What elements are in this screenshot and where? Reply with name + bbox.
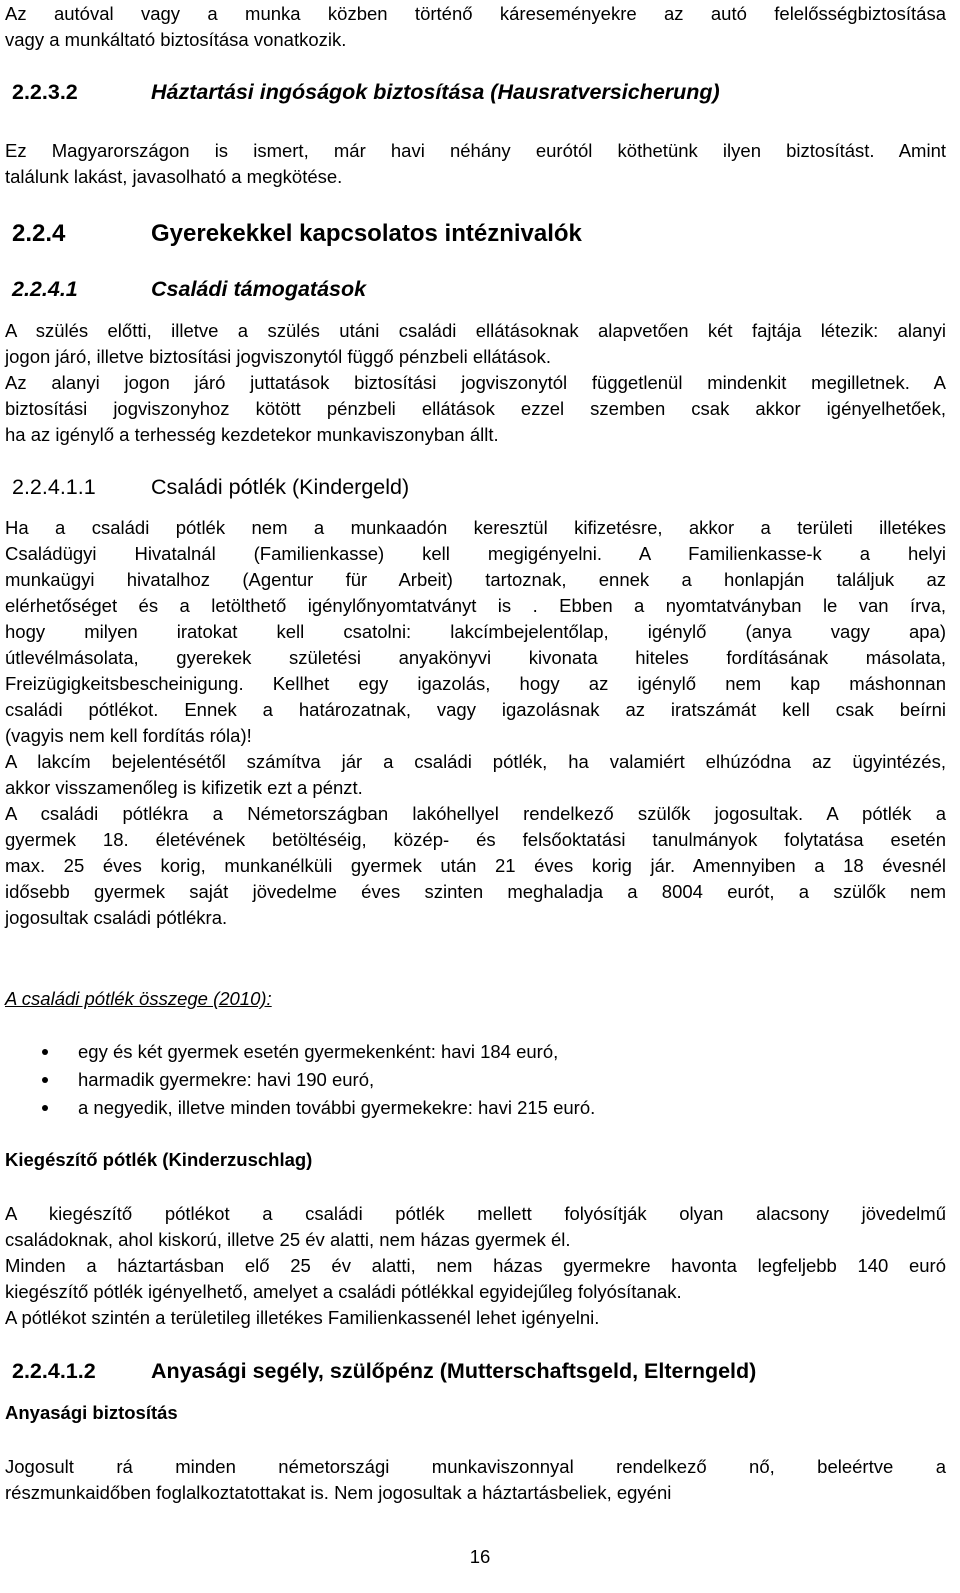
paragraph-insurance — [5, 138, 946, 190]
text-line: idősebb gyermek saját jövedelme éves szinten meghaladja a 8004 eurót, a szülők nem — [5, 881, 946, 902]
text-line: Családügyi Hivatalnál (Familienkasse) kell megigényelni. A Familienkasse-k a helyi — [5, 543, 946, 564]
text-line: ha az igénylő a terhesség kezdetekor munkaviszonyban állt. — [5, 424, 499, 445]
paragraph-kindergeld — [5, 515, 946, 931]
list-item-text: harmadik gyermekre: havi 190 euró, — [78, 1069, 375, 1090]
intro-paragraph — [5, 1, 946, 53]
text-line: (vagyis nem kell fordítás róla)! — [5, 725, 252, 746]
text-line: A pótlékot szintén a területileg illetékes Familienkassenél lehet igényelni. — [5, 1307, 600, 1328]
bullet-icon — [42, 1105, 48, 1111]
heading-number: 2.2.4 — [12, 220, 66, 247]
text-line: A lakcím bejelentésétől számítva jár a családi pótlék, ha valamiért elhúzódna az ügyintézés, — [5, 751, 946, 772]
list-item-text: a negyedik, illetve minden további gyermekekre: havi 215 euró. — [78, 1097, 596, 1118]
text-line: Freizügigkeitsbescheinigung. Kellhet egy igazolás, hogy az igénylő nem kap máshonnan — [5, 673, 946, 694]
paragraph-kinderzuschlag — [5, 1201, 946, 1331]
maternity-subheading: Anyasági biztosítás — [5, 1402, 178, 1423]
text-line: Az autóval vagy a munka közben történő káreseményekre az autó felelősségbiztosítása — [5, 3, 946, 24]
text-line: hogy milyen iratokat kell csatolni: lakcímbejelentőlap, igénylő (anya vagy apa) — [5, 621, 946, 642]
list-item-text: egy és két gyermek esetén gyermekenként: havi 184 euró, — [78, 1041, 559, 1062]
list-item — [42, 1066, 595, 1094]
list-item — [42, 1038, 595, 1066]
text-line: jogosultak családi pótlékra. — [5, 907, 228, 928]
text-line: max. 25 éves korig, munkanélküli gyermek után 21 éves korig jár. Amennyiben a 18 évesnél — [5, 855, 946, 876]
paragraph-maternity — [5, 1454, 946, 1506]
text-line: Minden a háztartásban elő 25 év alatti, nem házas gyermekre havonta legfeljebb 140 euró — [5, 1255, 946, 1276]
text-line: családi pótlékot. Ennek a határozatnak, vagy igazolásnak az iratszámát kell csak beírni — [5, 699, 946, 720]
text-line: Az alanyi jogon járó juttatások biztosítási jogviszonytól függetlenül mindenkit megilletnek. A — [5, 372, 946, 393]
text-line: jogon járó, illetve biztosítási jogviszonytól függő pénzbeli ellátások. — [5, 346, 552, 367]
kinderzuschlag-heading: Kiegészítő pótlék (Kinderzuschlag) — [5, 1149, 313, 1170]
heading-number: 2.2.4.1 — [12, 277, 78, 301]
heading-title: Gyerekekkel kapcsolatos intéznivalók — [151, 220, 582, 247]
heading-number: 2.2.3.2 — [12, 80, 78, 104]
heading-number: 2.2.4.1.1 — [12, 475, 96, 499]
text-line: biztosítási jogviszonyhoz kötött pénzbeli ellátások ezzel szemben csak akkor igényelhetőek, — [5, 398, 946, 419]
heading-title: Családi pótlék (Kindergeld) — [151, 475, 410, 499]
text-line: A kiegészítő pótlékot a családi pótlék mellett folyósítják olyan alacsony jövedelmű — [5, 1203, 946, 1224]
text-line: Ha a családi pótlék nem a munkaadón keresztül kifizetésre, akkor a területi illetékes — [5, 517, 946, 538]
text-line: A családi pótlékra a Németországban lakóhellyel rendelkező szülők jogosultak. A pótlék a — [5, 803, 946, 824]
text-line: családoknak, ahol kiskorú, illetve 25 év alatti, nem házas gyermek él. — [5, 1229, 571, 1250]
text-line: kiegészítő pótlék igényelhető, amelyet a családi pótlékkal egyidejűleg folyósítanak. — [5, 1281, 682, 1302]
text-line: útlevélmásolata, gyerekek születési anyakönyvi kivonata hiteles fordításának másolata, — [5, 647, 946, 668]
page-number: 16 — [469, 1546, 491, 1567]
text-line: A szülés előtti, illetve a szülés utáni családi ellátásoknak alapvetően két fajtája létezik: alanyi — [5, 320, 946, 341]
heading-number: 2.2.4.1.2 — [12, 1359, 96, 1383]
amount-heading: A családi pótlék összege (2010): — [5, 988, 272, 1009]
list-item — [42, 1094, 595, 1122]
text-line: gyermek 18. életévének betöltéséig, közép- és felsőoktatási tanulmányok folytatása esetén — [5, 829, 946, 850]
text-line: elérhetőséget és a letölthető igénylőnyomtatványt is . Ebben a nyomtatványban le van írva, — [5, 595, 946, 616]
bullet-icon — [42, 1049, 48, 1055]
text-line: munkaügyi hivatalhoz (Agentur für Arbeit) tartoznak, ennek a honlapján találjuk az — [5, 569, 946, 590]
text-line: vagy a munkáltató biztosítása vonatkozik. — [5, 29, 347, 50]
text-line: akkor visszamenőleg is kifizetik ezt a pénzt. — [5, 777, 363, 798]
heading-title: Családi támogatások — [151, 277, 367, 301]
heading-title: Háztartási ingóságok biztosítása (Hausratversicherung) — [151, 80, 720, 104]
amount-list — [42, 1038, 595, 1122]
text-line: Ez Magyarországon is ismert, már havi néhány eurótól köthetünk ilyen biztosítást. Amint — [5, 140, 946, 161]
text-line: részmunkaidőben foglalkoztatottakat is. Nem jogosultak a háztartásbeliek, egyéni — [5, 1482, 672, 1503]
text-line: találunk lakást, javasolható a megkötése. — [5, 166, 343, 187]
text-line: Jogosult rá minden németországi munkaviszonnyal rendelkező nő, beleértve a — [5, 1456, 946, 1477]
heading-title: Anyasági segély, szülőpénz (Mutterschaftsgeld, Elterngeld) — [151, 1359, 757, 1383]
bullet-icon — [42, 1077, 48, 1083]
paragraph-family-support — [5, 318, 946, 448]
